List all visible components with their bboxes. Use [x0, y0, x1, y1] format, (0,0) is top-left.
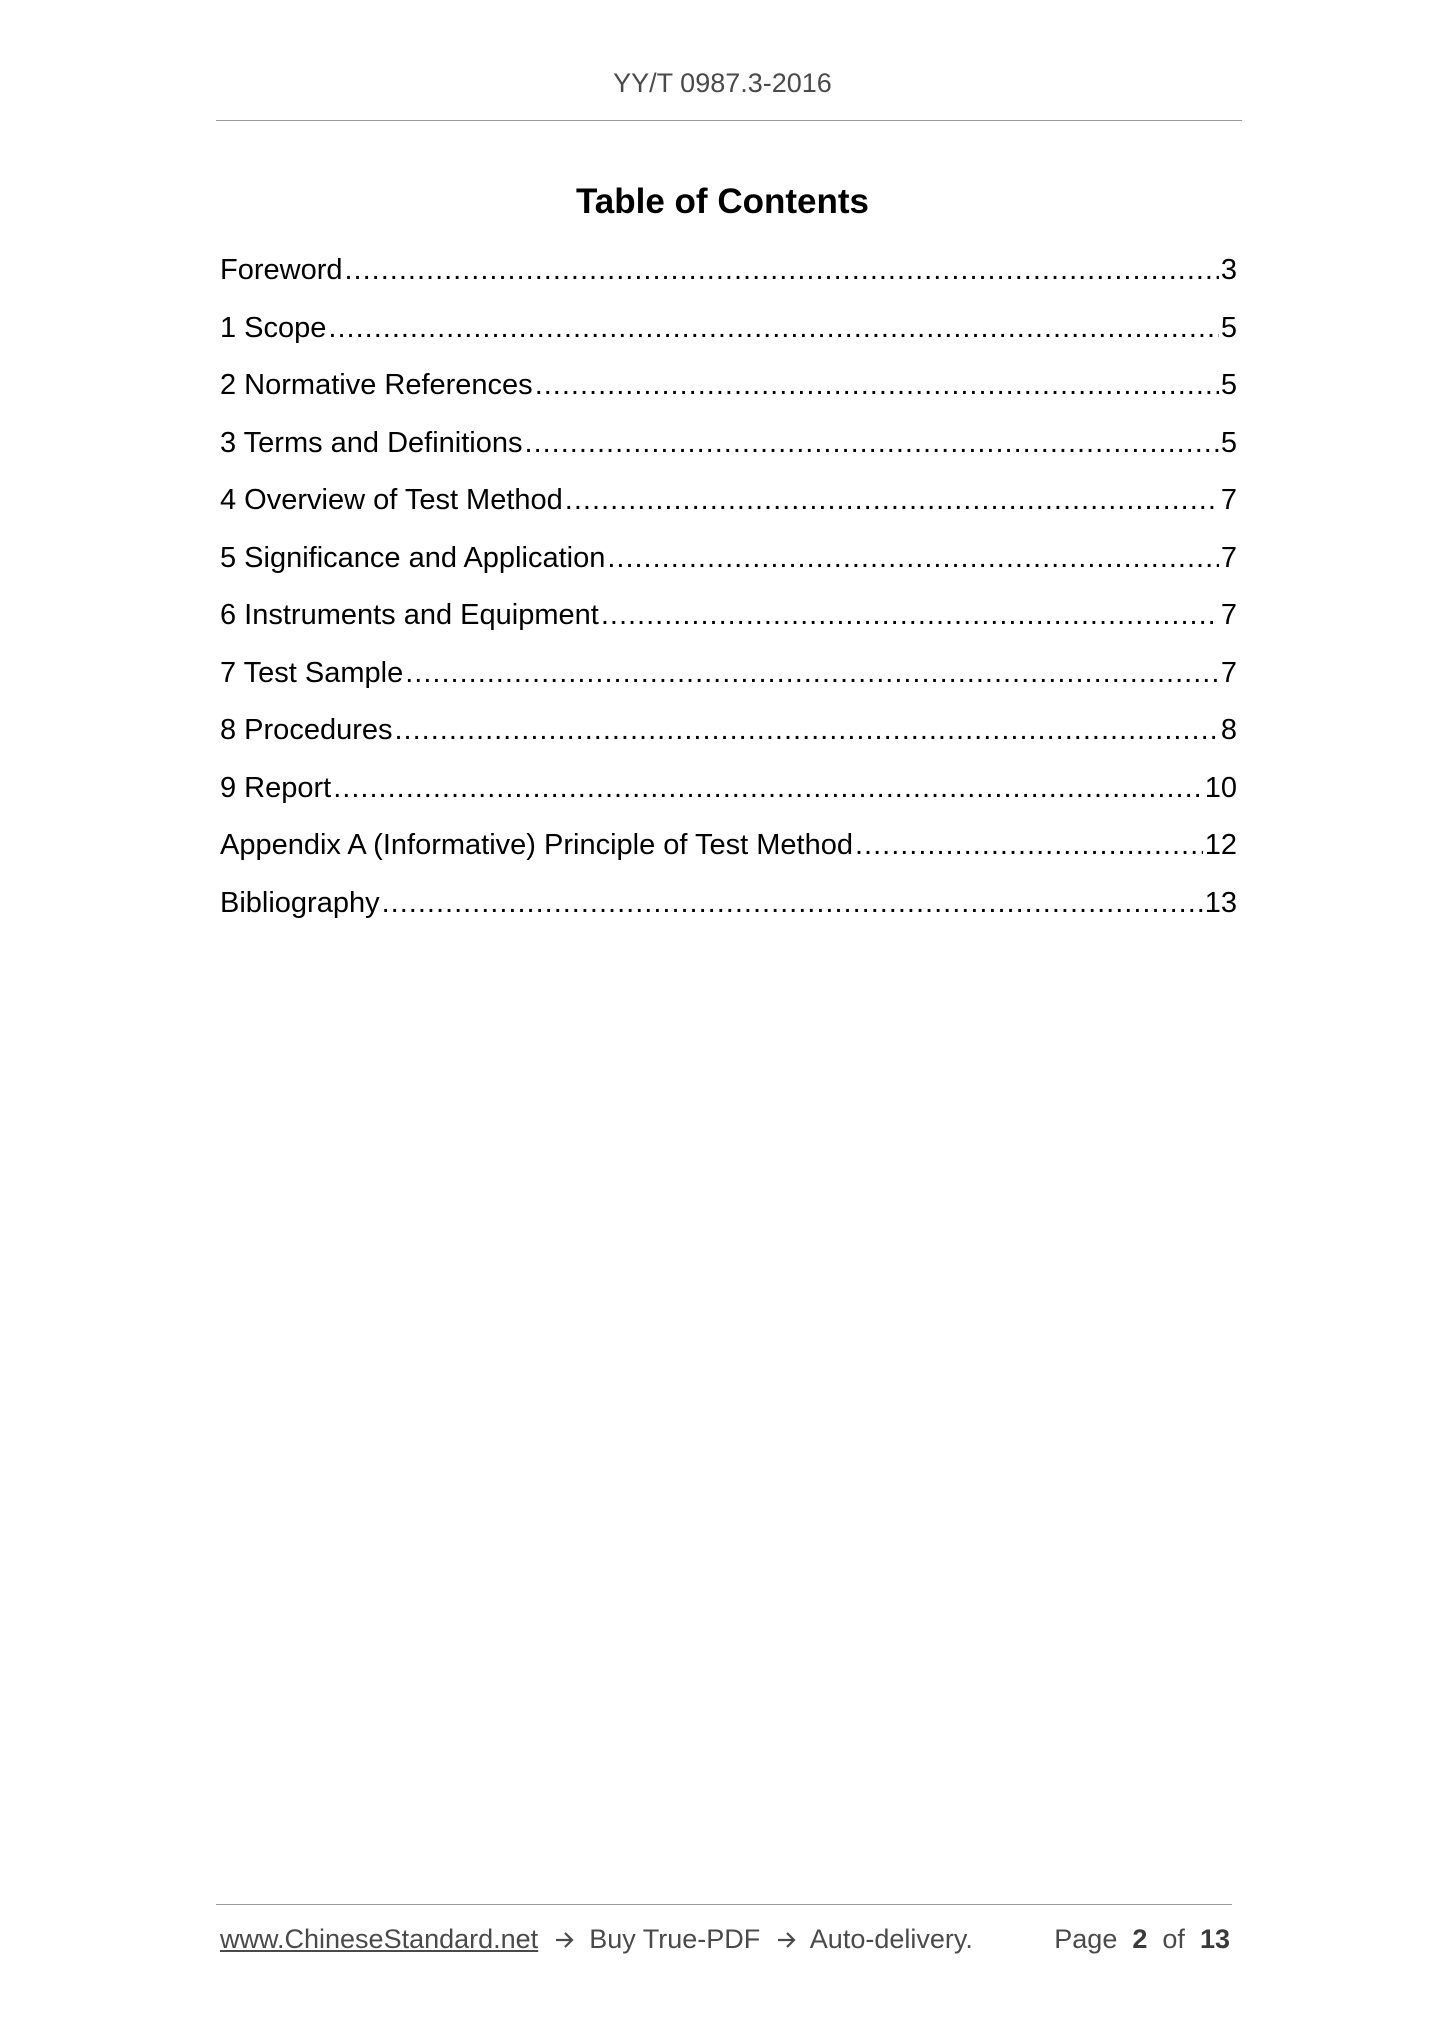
toc-entry-appendix-a[interactable] — [220, 823, 1237, 881]
toc-entry-page: 10 — [1204, 771, 1237, 804]
toc-entry-test-sample[interactable] — [220, 651, 1237, 709]
table-of-contents — [220, 248, 1237, 938]
toc-entry-label: 3 Terms and Definitions — [220, 426, 523, 459]
toc-entry-instruments-and-equipment[interactable] — [220, 593, 1237, 651]
toc-entry-page: 5 — [1220, 311, 1237, 344]
toc-leader-dots — [333, 766, 1203, 810]
page-word: Page — [1054, 1924, 1118, 1954]
toc-leader-dots — [405, 651, 1219, 695]
page-indicator — [1054, 1924, 1230, 1955]
toc-entry-page: 7 — [1220, 541, 1237, 574]
buy-true-pdf-text: Buy True-PDF — [589, 1924, 761, 1954]
toc-leader-dots — [535, 363, 1219, 407]
toc-entry-overview-of-test-method[interactable] — [220, 478, 1237, 536]
toc-entry-report[interactable] — [220, 766, 1237, 824]
toc-entry-foreword[interactable] — [220, 248, 1237, 306]
toc-leader-dots — [565, 478, 1219, 522]
auto-delivery-text: Auto-delivery. — [809, 1924, 973, 1954]
toc-entry-page: 7 — [1220, 656, 1237, 689]
toc-leader-dots — [525, 421, 1219, 465]
toc-entry-label: 8 Procedures — [220, 714, 393, 746]
toc-leader-dots — [607, 536, 1219, 580]
toc-entry-page: 7 — [1220, 484, 1237, 516]
toc-entry-page: 8 — [1220, 714, 1237, 746]
toc-entry-label: 9 Report — [220, 771, 332, 804]
toc-entry-label: 6 Instruments and Equipment — [220, 599, 599, 631]
arrow-right-icon — [554, 1930, 576, 1950]
toc-entry-procedures[interactable] — [220, 708, 1237, 766]
toc-leader-dots — [328, 306, 1218, 350]
arrow-right-icon — [776, 1930, 798, 1950]
toc-entry-label: 5 Significance and Application — [220, 541, 606, 574]
toc-entry-terms-and-definitions[interactable] — [220, 421, 1237, 479]
toc-entry-page: 12 — [1204, 829, 1237, 861]
toc-entry-scope[interactable] — [220, 306, 1237, 364]
toc-entry-label: 7 Test Sample — [220, 656, 404, 689]
toc-title: Table of Contents — [576, 182, 869, 221]
toc-entry-label: Appendix A (Informative) Principle of Test Method — [220, 829, 853, 861]
page-footer — [220, 1924, 1230, 1955]
toc-entry-bibliography[interactable] — [220, 881, 1237, 939]
toc-entry-normative-references[interactable] — [220, 363, 1237, 421]
toc-entry-page: 7 — [1220, 599, 1237, 631]
page-total: 13 — [1199, 1924, 1230, 1954]
page-current: 2 — [1132, 1924, 1148, 1954]
header-divider — [216, 120, 1242, 121]
toc-entry-page: 5 — [1220, 369, 1237, 401]
toc-entry-significance-and-application[interactable] — [220, 536, 1237, 594]
toc-entry-label: 4 Overview of Test Method — [220, 484, 563, 516]
toc-leader-dots — [382, 881, 1203, 925]
of-word: of — [1162, 1924, 1185, 1954]
toc-entry-label: Foreword — [220, 254, 343, 286]
footer-divider — [216, 1904, 1232, 1905]
document-code-header: YY/T 0987.3-2016 — [613, 68, 832, 98]
toc-entry-page: 5 — [1220, 426, 1237, 459]
toc-leader-dots — [395, 708, 1219, 752]
toc-leader-dots — [601, 593, 1219, 637]
toc-leader-dots — [855, 823, 1203, 867]
toc-entry-label: 1 Scope — [220, 311, 327, 344]
toc-entry-label: Bibliography — [220, 886, 380, 919]
toc-leader-dots — [345, 248, 1219, 292]
site-link[interactable]: www.ChineseStandard.net — [220, 1924, 539, 1954]
toc-entry-label: 2 Normative References — [220, 369, 533, 401]
toc-entry-page: 13 — [1204, 886, 1237, 919]
toc-entry-page: 3 — [1220, 254, 1237, 286]
